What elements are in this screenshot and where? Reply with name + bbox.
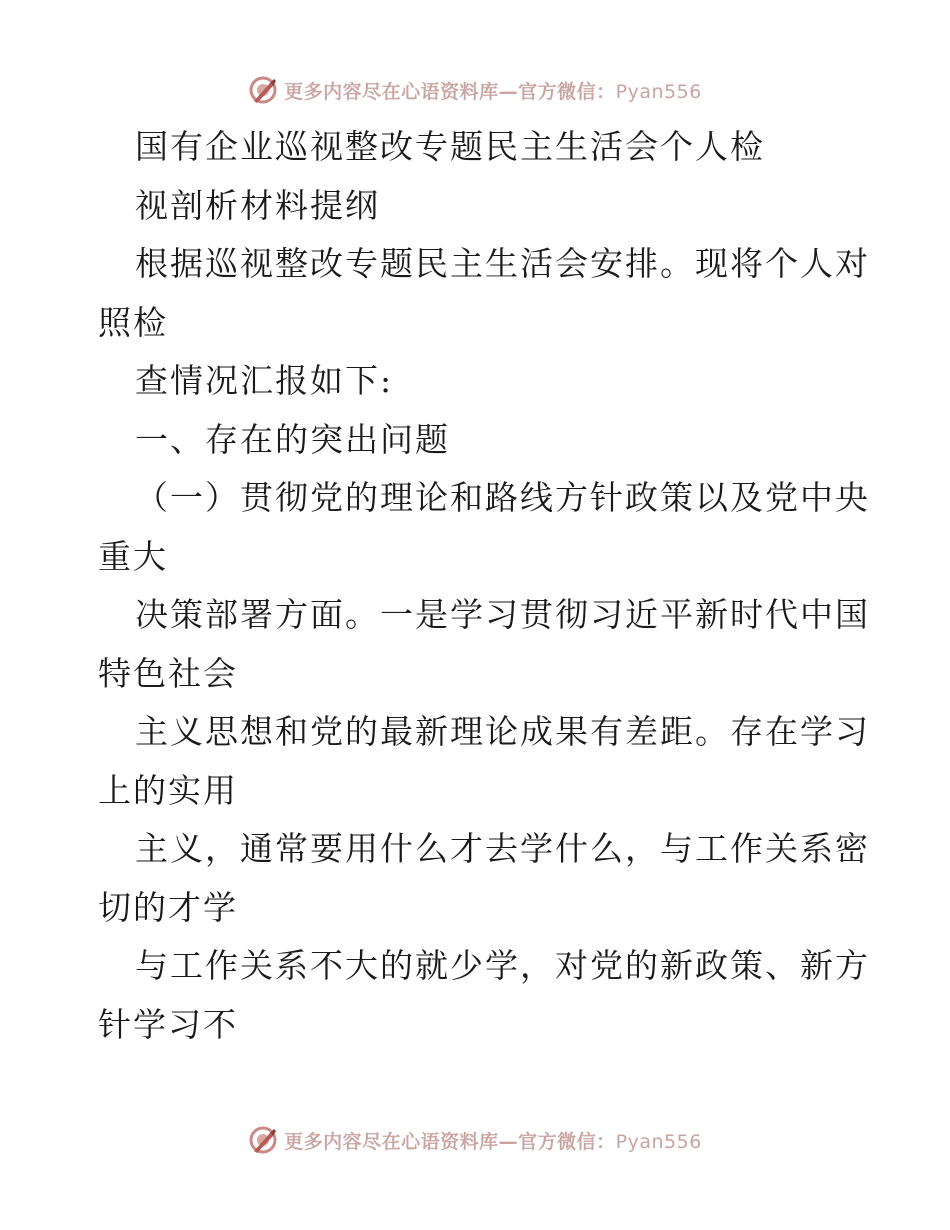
pen-circle-icon [248,1125,278,1155]
watermark-wechat-id: Pyan556 [615,1130,702,1153]
text-line: 特色社会 [98,653,238,693]
pen-circle-icon [248,75,278,105]
text-line: 主义思想和党的最新理论成果有差距。存在学习 [135,712,870,751]
watermark-text: 更多内容尽在心语资料库—官方微信：Pyan556 [284,80,702,103]
text-line: 根据巡视整改专题民主生活会安排。现将个人对 [135,244,870,283]
text-line: 主义，通常要用什么才去学什么，与工作关系密 [135,829,870,868]
document-body [98,118,870,1054]
text-line: 与工作关系不大的就少学，对党的新政策、新方 [135,946,870,985]
text-line: 针学习不 [98,1004,238,1044]
text-line: 查情况汇报如下: [135,361,394,400]
text-line: 决策部署方面。一是学习贯彻习近平新时代中国 [135,595,870,634]
watermark-text: 更多内容尽在心语资料库—官方微信：Pyan556 [284,1130,702,1153]
watermark-wechat-id: Pyan556 [615,80,702,103]
text-line: 切的才学 [98,887,238,927]
subsection-heading: （一）贯彻党的理论和路线方针政策以及党中央 [135,478,870,517]
text-line: 国有企业巡视整改专题民主生活会个人检 [135,127,765,166]
text-line: 重大 [98,536,168,576]
footer-watermark [0,1120,950,1160]
text-line: 上的实用 [98,770,238,810]
text-line: 视剖析材料提纲 [135,185,380,225]
header-watermark [0,70,950,110]
section-heading: 一、存在的突出问题 [135,419,450,459]
text-line: 照检 [98,302,168,342]
